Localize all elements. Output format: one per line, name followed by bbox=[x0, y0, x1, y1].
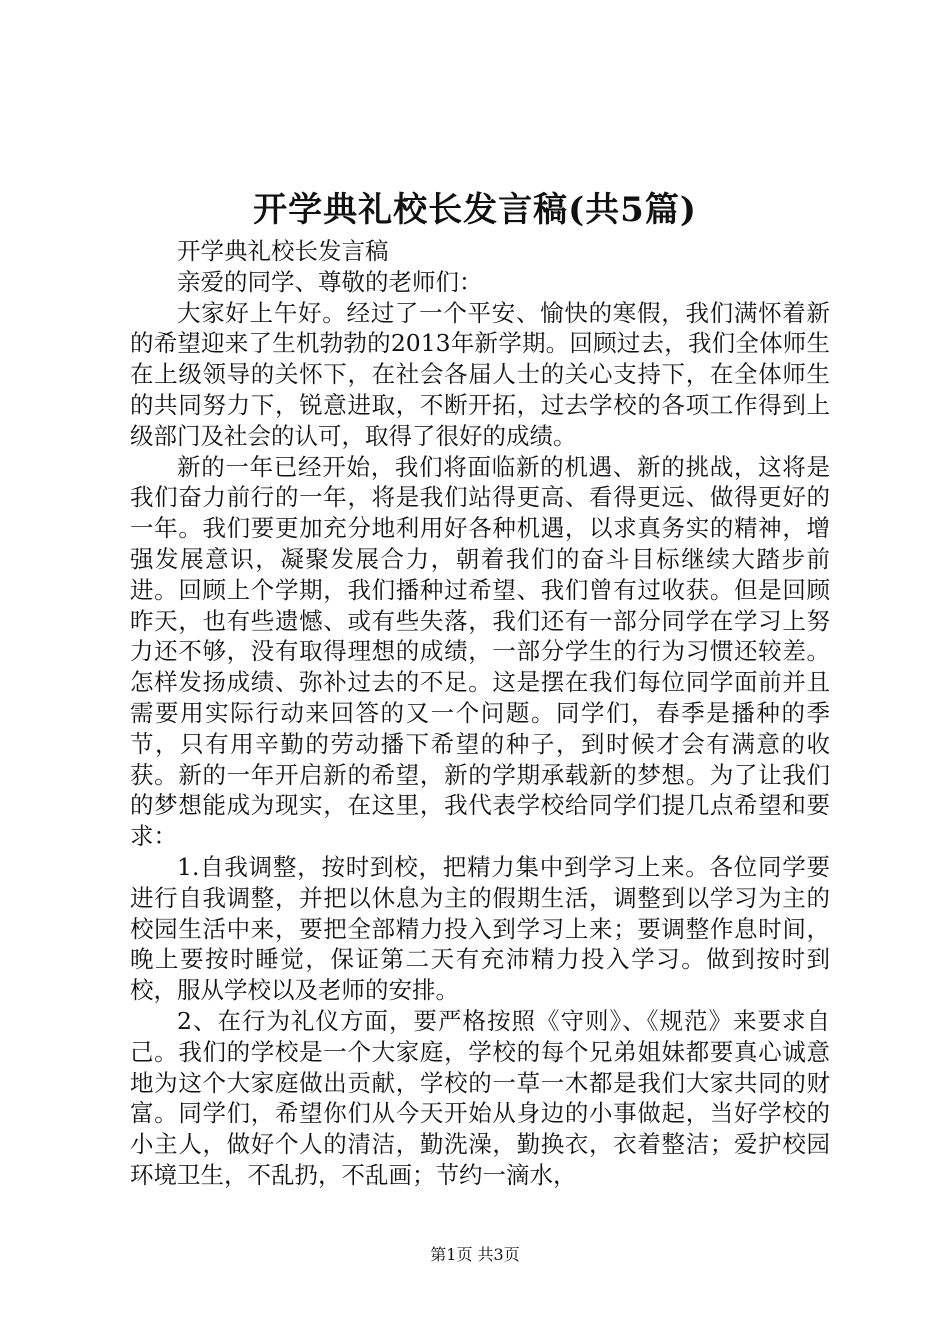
paragraph-greeting: 大家好上午好。经过了一个平安、愉快的寒假，我们满怀着新的希望迎来了生机勃勃的2013年新学期。回顾过去，我们全体师生在上级领导的关怀下，在社会各届人士的关心支持下，在全体师生的共同努力下，锐意进取，不断开拓，过去学校的各项工作得到上级部门及社会的认可，取得了很好的成绩。 bbox=[130, 298, 830, 450]
paragraph-heading: 开学典礼校长发言稿 bbox=[177, 237, 389, 265]
document-body bbox=[130, 236, 830, 1191]
paragraph-point-1: 1.自我调整，按时到校，把精力集中到学习上来。各位同学要进行自我调整，并把以休息为主的假期生活，调整到以学习为主的校园生活中来，要把全部精力投入到学习上来；要调整作息时间，晚上要按时睡觉，保证第二天有充沛精力投入学习。做到按时到校，服从学校以及老师的安排。 bbox=[130, 852, 830, 1005]
paragraph-point-2: 2、在行为礼仪方面，要严格按照《守则》、《规范》来要求自己。我们的学校是一个大家庭，学校的每个兄弟姐妹都要真心诚意地为这个大家庭做出贡献，学校的一草一木都是我们大家共同的财富。同学们，希望你们从今天开始从身边的小事做起，当好学校的小主人，做好个人的清洁，勤洗澡，勤换衣，衣着整洁；爱护校园环境卫生，不乱扔，不乱画；节约一滴水， bbox=[130, 1006, 830, 1189]
document-title: 开学典礼校长发言稿(共5篇) bbox=[253, 190, 697, 230]
paragraph-salutation: 亲爱的同学、尊敬的老师们： bbox=[177, 267, 483, 296]
paragraph-new-year: 新的一年已经开始，我们将面临新的机遇、新的挑战，这将是我们奋力前行的一年，将是我们站得更高、看得更远、做得更好的一年。我们要更加充分地利用好各种机遇，以求真务实的精神，增强发展意识，凝聚发展合力，朝着我们的奋斗目标继续大踏步前进。回顾上个学期，我们播种过希望、我们曾有过收获。但是回顾昨天，也有些遗憾、或有些失落，我们还有一部分同学在学习上努力还不够，没有取得理想的成绩，一部分学生的行为习惯还较差。怎样发扬成绩、弥补过去的不足。这是摆在我们每位同学面前并且需要用实际行动来回答的又一个问题。同学们，春季是播种的季节，只有用辛勤的劳动播下希望的种子，到时候才会有满意的收获。新的一年开启新的希望，新的学期承载新的梦想。为了让我们的梦想能成为现实，在这里，我代表学校给同学们提几点希望和要求： bbox=[130, 452, 830, 851]
page-number-footer: 第1页 共3页 bbox=[430, 1245, 520, 1264]
